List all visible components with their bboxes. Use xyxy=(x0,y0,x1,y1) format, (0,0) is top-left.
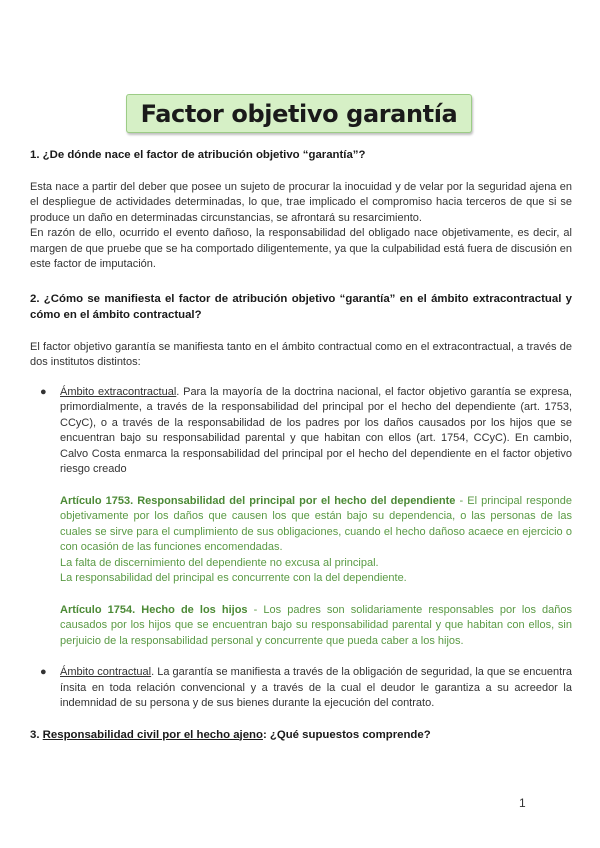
article-1753-line-2: La falta de discernimiento del dependiente no excusa al principal. xyxy=(60,556,379,569)
question-1: 1. ¿De dónde nace el factor de atribución objetivo “garantía”? xyxy=(30,149,366,161)
document-body xyxy=(30,145,572,743)
article-1754-title: Artículo 1754. Hecho de los hijos xyxy=(60,603,248,616)
question-3-label: Responsabilidad civil por el hecho ajeno xyxy=(42,728,263,741)
article-1753-title: Artículo 1753. Responsabilidad del principal por el hecho del dependiente xyxy=(60,494,456,507)
extracontractual-label: Ámbito extracontractual xyxy=(60,385,177,398)
page-number: 1 xyxy=(519,796,526,810)
bullet-icon: ● xyxy=(40,385,47,398)
question-2: 2. ¿Cómo se manifiesta el factor de atribución objetivo “garantía” en el ámbito extracontractual y cómo en el ámbito contractual? xyxy=(30,292,572,321)
title-box xyxy=(126,94,472,133)
article-1754-text: - Los padres son solidariamente responsables por los daños causados por los hijos que se encuentran bajo su responsabilidad parental y que habitan con ellos, sin perjuicio de la responsabilidad personal y concurrente que pueda caber a los hijos. xyxy=(60,603,572,647)
list-item-contractual xyxy=(30,665,572,712)
page-title: Factor objetivo garantía xyxy=(140,99,458,128)
article-1753-text: - El principal responde objetivamente por los daños que causen los que están bajo su dependencia, o las personas de las cuales se sirve para el cumplimiento de sus obligaciones, cuando el hecho dañoso acaece en ejercicio o con ocasión de las funciones encomendadas. xyxy=(60,494,572,553)
article-1753-line-3: La responsabilidad del principal es concurrente con la del dependiente. xyxy=(60,572,407,584)
answer-2-intro: El factor objetivo garantía se manifiesta tanto en el ámbito contractual como en el extracontractual, a través de dos institutos distintos: xyxy=(30,340,572,368)
list-item-extracontractual xyxy=(30,385,572,650)
bullet-list xyxy=(30,385,572,712)
question-3-number: 3. xyxy=(30,728,43,741)
article-1754 xyxy=(60,603,572,650)
question-3-rest: : ¿Qué supuestos comprende? xyxy=(262,728,431,741)
extracontractual-text: . Para la mayoría de la doctrina nacional, el factor objetivo garantía se expresa, primordialmente, a través de la responsabilidad del principal por el hecho del dependiente (art. 1753, CCyC), o a través de la responsabilidad de los padres por los daños causados por los hijos que se encuentran bajo su responsabilidad parental y que habitan con ellos (art. 1754, CCyC). En cambio, Calvo Costa enmarca la responsabilidad del principal por el hecho del dependiente en el factor objetivo riesgo creado xyxy=(60,385,572,475)
contractual-label: Ámbito contractual xyxy=(60,666,152,678)
question-3 xyxy=(30,727,572,744)
contractual-paragraph xyxy=(60,665,572,712)
contractual-text: . La garantía se manifiesta a través de la obligación de seguridad, la que se encuentra ínsita en toda relación convencional y a través de la cual el deudor le garantiza a su acreedor la indemnidad de su persona y de sus bienes durante la ejecución del contrato. xyxy=(60,666,573,709)
answer-1-paragraph-2: En razón de ello, ocurrido el evento dañoso, la responsabilidad del obligado nace objetivamente, es decir, al margen de que pruebe que se ha comportado diligentemente, ya que la culpabilidad está fuera de discusión en este factor de imputación. xyxy=(30,227,572,270)
extracontractual-paragraph xyxy=(60,385,572,478)
bullet-icon: ● xyxy=(40,666,47,678)
article-1753 xyxy=(60,494,572,556)
answer-1-paragraph-1: Esta nace a partir del deber que posee un sujeto de procurar la inocuidad y de velar por la seguridad ajena en el despliegue de actividades determinadas, lo que, trae implicado el compromiso hacia terceros de que si se produce un daño en determinadas circunstancias, se afrontará su resarcimiento. xyxy=(30,180,572,224)
